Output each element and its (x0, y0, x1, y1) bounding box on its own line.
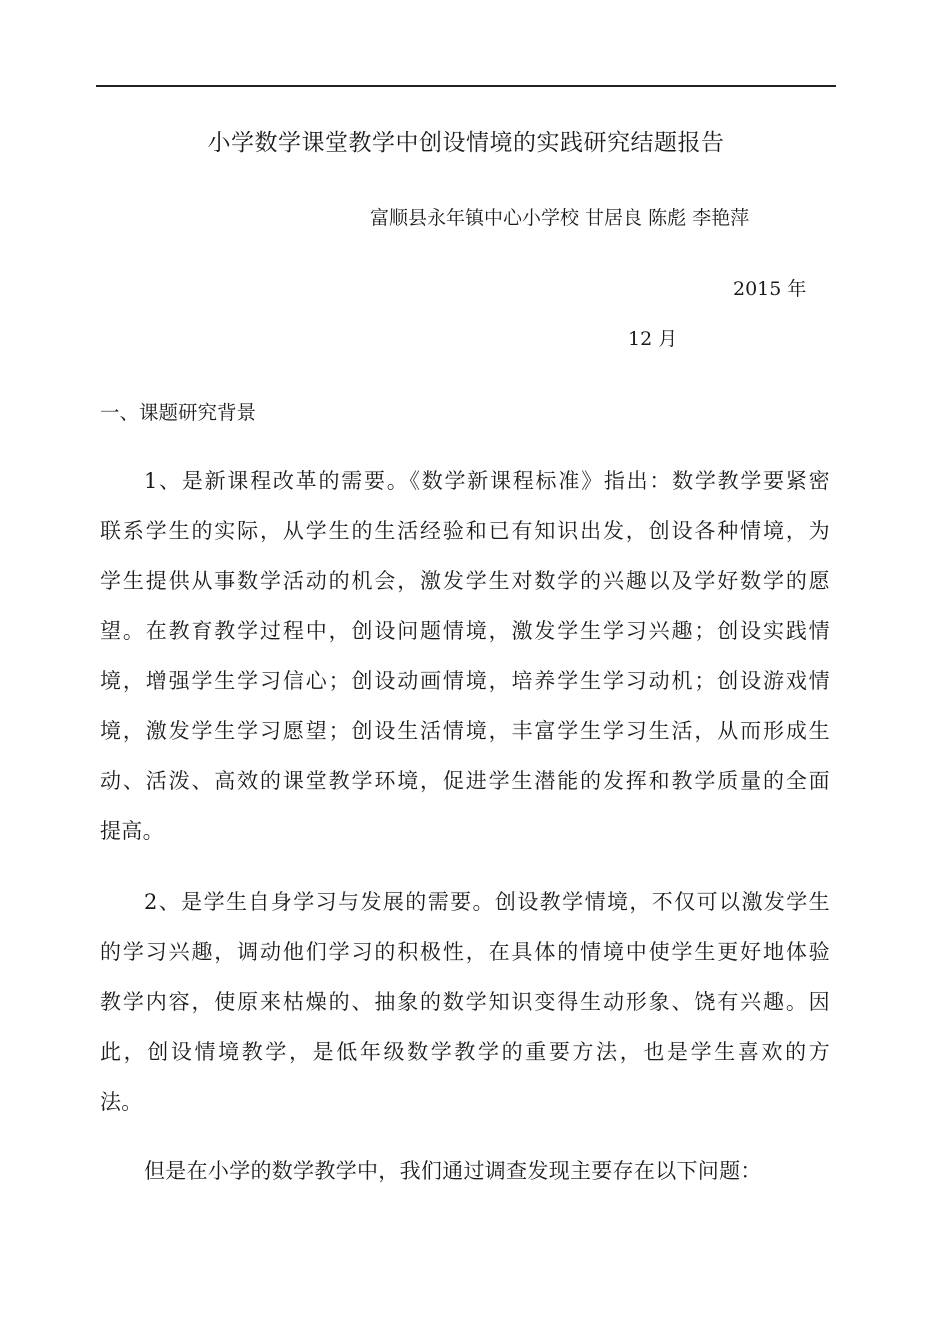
paragraph-line: 境，激发学生学习愿望；创设生活情境，丰富学生学习生活，从而形成生 (100, 719, 830, 743)
paragraph-1 (100, 456, 830, 856)
paragraph-line: 的学习兴趣，调动他们学习的积极性，在具体的情境中使学生更好地体验 (100, 940, 830, 964)
paragraph-line: 学生提供从事数学活动的机会，激发学生对数学的兴趣以及学好数学的愿 (100, 569, 830, 593)
paragraph-line: 教学内容，使原来枯燥的、抽象的数学知识变得生动形象、饶有兴趣。因 (100, 990, 830, 1014)
paragraph-line: 望。在教育教学过程中，创设问题情境，激发学生学习兴趣；创设实践情 (100, 619, 830, 643)
paragraph-line: 此，创设情境教学，是低年级数学教学的重要方法，也是学生喜欢的方 (100, 1040, 830, 1064)
paragraph-line: 但是在小学的数学教学中，我们通过调查发现主要存在以下问题： (144, 1159, 762, 1183)
paragraph-3 (100, 1146, 830, 1196)
paragraph-line: 联系学生的实际，从学生的生活经验和已有知识出发，创设各种情境，为 (100, 519, 830, 543)
paragraph-2 (100, 877, 830, 1127)
paragraph-line: 2、是学生自身学习与发展的需要。创设教学情境，不仅可以激发学生 (144, 890, 830, 914)
author-line: 富顺县永年镇中心小学校 甘居良 陈彪 李艳萍 (370, 207, 750, 229)
paragraph-line: 法。 (100, 1090, 143, 1114)
header-rule (96, 85, 836, 87)
paragraph-line: 提高。 (100, 819, 164, 843)
date-month: 12 月 (628, 328, 678, 350)
document-title: 小学数学课堂教学中创设情境的实践研究结题报告 (207, 130, 725, 156)
paragraph-line: 1、是新课程改革的需要。《数学新课程标准》指出：数学教学要紧密 (144, 469, 830, 493)
paragraph-line: 境，增强学生学习信心；创设动画情境，培养学生学习动机；创设游戏情 (100, 669, 830, 693)
paragraph-line: 动、活泼、高效的课堂教学环境，促进学生潜能的发挥和教学质量的全面 (100, 769, 830, 793)
date-year: 2015 年 (733, 278, 807, 300)
section-heading: 一、课题研究背景 (100, 401, 257, 424)
